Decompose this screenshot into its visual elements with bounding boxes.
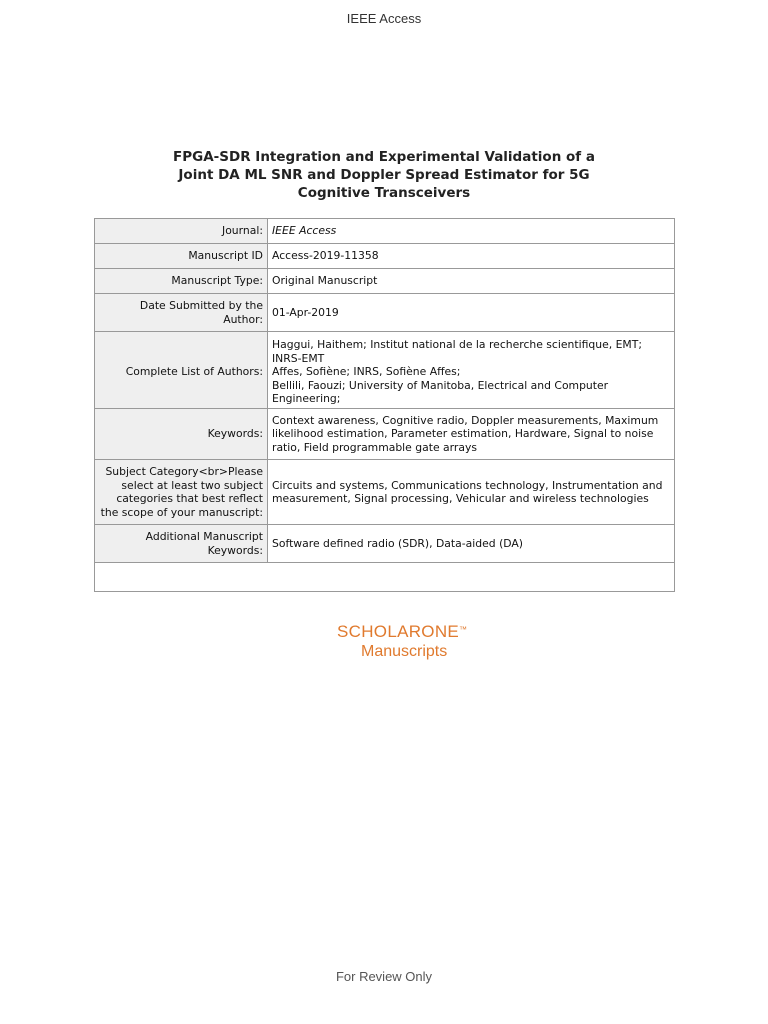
additional-keywords-value: Software defined radio (SDR), Data-aided (DA) [268,525,675,563]
keywords-line: likelihood estimation, Parameter estimation, Hardware, Signal to noise [272,427,654,441]
author-line: Bellili, Faouzi; University of Manitoba, Electrical and Computer [272,378,609,392]
author-line: INRS-EMT [272,351,325,365]
date-submitted-value: 01-Apr-2019 [268,294,675,332]
manuscript-type-label: Manuscript Type: [95,269,268,294]
journal-value: IEEE Access [268,219,675,244]
table-row-additional-keywords [95,525,675,563]
table-row-subject-category [95,460,675,525]
label-line: Subject Category<br>Please [105,465,263,478]
table-row-journal [95,219,675,244]
logo-one: ONE [421,622,460,641]
logo-manuscripts: Manuscripts [361,643,448,660]
footer-note: For Review Only [335,969,433,984]
manuscript-id-value: Access-2019-11358 [268,244,675,269]
table-row-keywords [95,409,675,460]
manuscript-id-label: Manuscript ID [95,244,268,269]
logo-line-1 [337,622,467,642]
authors-value [268,332,675,409]
label-line: Author: [223,312,263,326]
keywords-line: ratio, Field programmable gate arrays [272,440,477,454]
scholarone-logo [337,622,467,662]
empty-cell [95,563,675,592]
label-line: Date Submitted by the [139,299,263,312]
subject-line: Circuits and systems, Communications technology, Instrumentation and [272,478,663,492]
label-line: select at least two subject [121,478,263,492]
subject-line: measurement, Signal processing, Vehicular and wireless technologies [272,492,649,505]
author-line: Engineering; [272,392,341,406]
title-line: Joint DA ML SNR and Doppler Spread Estimator for 5G [178,167,590,183]
label-line: Additional Manuscript [145,530,263,543]
keywords-value [268,409,675,460]
title-line: FPGA-SDR Integration and Experimental Validation of a [173,149,595,165]
subject-category-label [95,460,268,525]
trademark-symbol: ™ [459,625,468,634]
label-line: Keywords: [207,543,263,557]
additional-keywords-label [95,525,268,563]
label-line: categories that best reflect [116,492,263,505]
author-line: Affes, Sofiène; INRS, Sofiène Affes; [272,365,461,379]
author-line: Haggui, Haithem; Institut national de la recherche scientifique, EMT; [272,338,642,352]
title-line: Cognitive Transceivers [297,185,471,201]
journal-header: IEEE Access [346,11,422,26]
table-row-authors [95,332,675,409]
date-submitted-label [95,294,268,332]
table-row-manuscript-type [95,269,675,294]
manuscript-info-table [94,218,675,592]
table-row-manuscript-id [95,244,675,269]
paper-title [140,148,628,202]
table-row-empty [95,563,675,592]
keywords-line: Context awareness, Cognitive radio, Doppler measurements, Maximum [272,413,659,427]
logo-scholar: SCHOLAR [337,622,422,641]
subject-category-value [268,460,675,525]
label-line: the scope of your manuscript: [100,505,263,519]
authors-label: Complete List of Authors: [95,332,268,409]
table-row-date-submitted [95,294,675,332]
manuscript-type-value: Original Manuscript [268,269,675,294]
journal-label: Journal: [95,219,268,244]
keywords-label: Keywords: [95,409,268,460]
